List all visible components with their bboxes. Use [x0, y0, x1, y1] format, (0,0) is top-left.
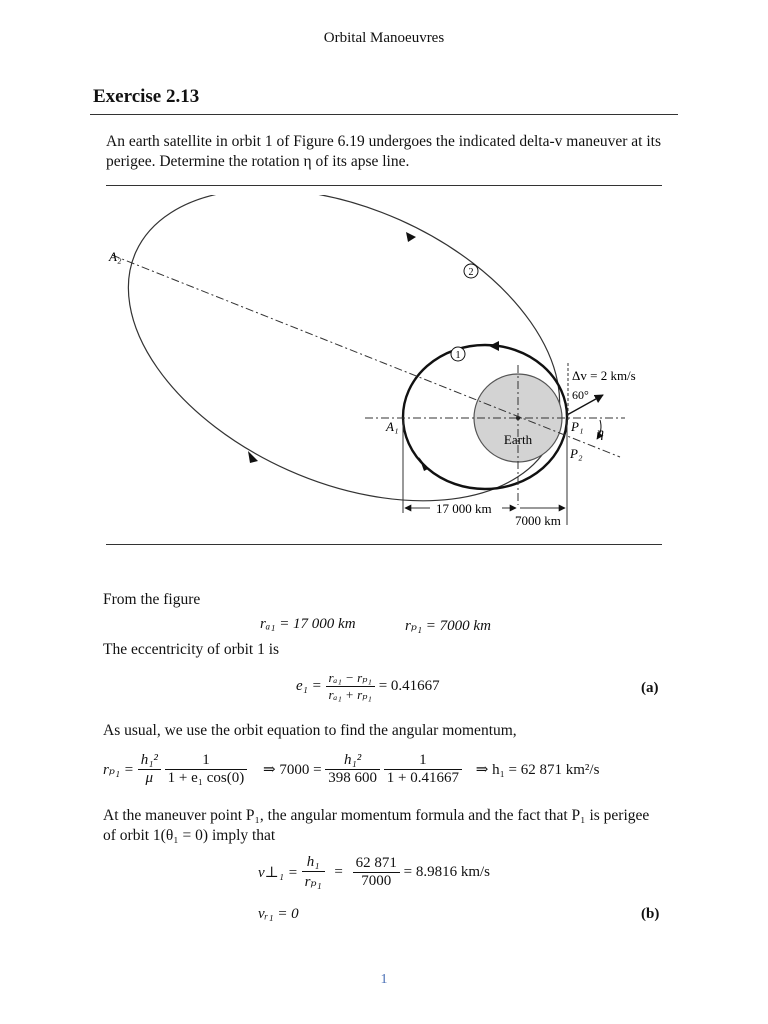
vperp-f1-den: rₚ₁ — [304, 874, 322, 890]
ra1-value: rₐ₁ = 17 000 km — [260, 616, 356, 632]
ecc-result: = 0.41667 — [378, 678, 440, 694]
a2-label: A₂ — [109, 249, 122, 264]
vperp-f2-num: 62 871 — [353, 855, 400, 873]
exercise-title: Exercise 2.13 — [93, 86, 200, 107]
orbit-figure — [100, 195, 670, 540]
eta-label: η — [597, 426, 604, 441]
earth-label: Earth — [503, 432, 533, 447]
orbit-1-arrow-top — [489, 341, 499, 351]
orbit-1-arrow-bottom — [419, 457, 428, 471]
vperp-result: = 8.9816 km/s — [403, 864, 491, 880]
from-figure-text: From the figure — [103, 591, 201, 608]
ecc-fraction — [326, 670, 375, 703]
orbit-fraction-2 — [165, 752, 248, 787]
angle-label: 60° — [572, 388, 589, 402]
rp1-value: rₚ₁ = 7000 km — [405, 618, 491, 634]
figure-top-rule — [106, 185, 662, 186]
orbit-1-label: 1 — [455, 350, 461, 361]
p1-label: P₁ — [571, 419, 584, 434]
p2-label: P₂ — [570, 446, 583, 461]
running-head: Orbital Manoeuvres — [323, 30, 445, 46]
figure-bottom-rule — [106, 544, 662, 545]
eccentricity-equation — [296, 670, 440, 703]
orbit-2-label: 2 — [468, 267, 474, 278]
orbit-f4-den: 1 + 0.41667 — [386, 770, 459, 786]
vperp-f2-den: 7000 — [361, 873, 392, 889]
vperp-lhs: v⊥₁ = — [258, 865, 298, 881]
orbit-f2-den: 1 + e₁ cos(0) — [167, 770, 245, 786]
orbit-fraction-1 — [138, 752, 161, 787]
a1-label: A₁ — [386, 419, 399, 434]
vperp-fraction-1 — [302, 854, 325, 891]
orbit-f1-num: h₁² — [138, 752, 161, 770]
orbit-f3-num: h₁² — [325, 752, 380, 770]
vperp-equation — [258, 854, 490, 891]
eccentricity-intro: The eccentricity of orbit 1 is — [103, 641, 280, 658]
vr-equation: vᵣ₁ = 0 — [258, 906, 299, 922]
maneuver-text: At the maneuver point P₁, the angular momentum formula and the fact that P₁ is perigee of orbit 1(θ₁ = 0) imply that — [103, 807, 650, 844]
dim-17000-label: 17 000 km — [436, 501, 492, 516]
vperp-fraction-2 — [353, 855, 400, 890]
title-rule — [90, 114, 678, 115]
dim-7000-label: 7000 km — [515, 513, 561, 528]
problem-statement: An earth satellite in orbit 1 of Figure 6.19 undergoes the indicated delta-v maneuver at its perigee. Determine the rotation η of its apse line. — [106, 133, 661, 170]
orbit-f3-den: 398 600 — [328, 770, 378, 786]
orbit-f1-den: μ — [145, 770, 154, 786]
orbit-f4-num: 1 — [384, 752, 462, 770]
ecc-numerator: rₐ₁ − rₚ₁ — [326, 670, 375, 687]
equation-tag-a: (a) — [641, 680, 659, 696]
orbit-result: ⇒ h₁ = 62 871 km²/s — [475, 762, 600, 778]
orbit-fraction-3 — [325, 752, 380, 787]
equation-tag-b: (b) — [641, 906, 660, 922]
orbit-mid: ⇒ 7000 = — [263, 762, 322, 778]
apse-line-2 — [112, 255, 620, 457]
orbit-equation — [103, 752, 599, 787]
orbit-2-arrow-top — [406, 232, 416, 242]
vperp-f1-num: h₁ — [302, 854, 325, 872]
angular-momentum-intro: As usual, we use the orbit equation to find the angular momentum, — [103, 722, 517, 739]
ecc-denominator: rₐ₁ + rₚ₁ — [328, 687, 372, 702]
orbit-f2-num: 1 — [165, 752, 248, 770]
delta-v-label: Δv = 2 km/s — [572, 368, 636, 383]
orbit-2-ellipse — [100, 195, 608, 540]
ecc-lhs: e₁ = — [296, 678, 322, 694]
orbit-lhs: rₚ₁ = — [103, 762, 134, 778]
page-number: 1 — [380, 972, 388, 987]
orbit-fraction-4 — [384, 752, 462, 787]
vperp-eq-sign: = — [334, 864, 343, 880]
